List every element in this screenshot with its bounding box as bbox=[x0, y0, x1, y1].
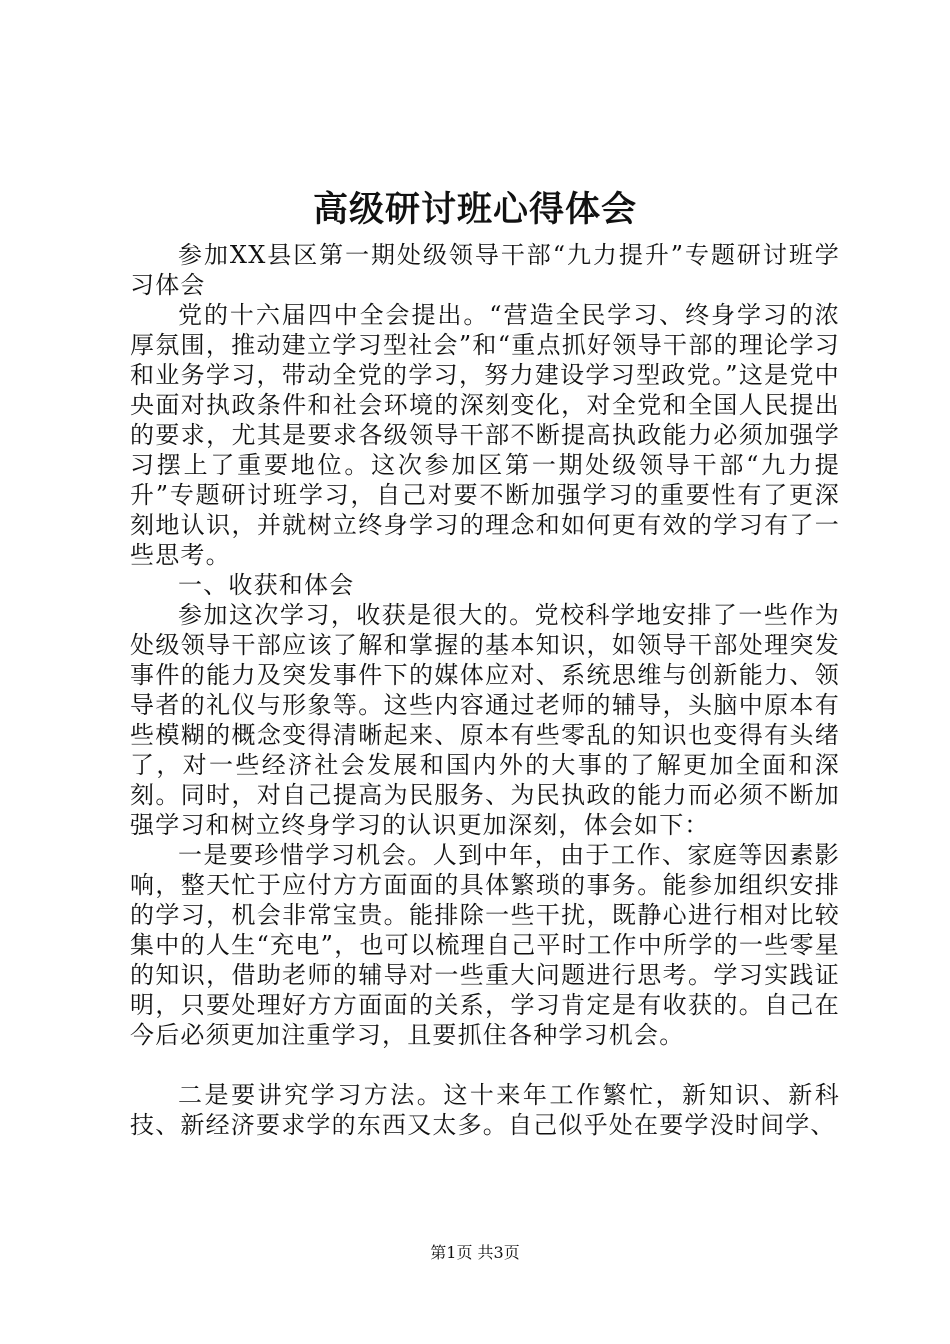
section-heading: 一、收获和体会 bbox=[178, 571, 355, 599]
page-footer: 第1页 共3页 bbox=[430, 1243, 520, 1262]
document-title: 高级研讨班心得体会 bbox=[312, 189, 637, 230]
paragraph-point-one: 一是要珍惜学习机会。人到中年，由于工作、家庭等因素影响，整天忙于应付方方面面的具体繁琐的事务。能参加组织安排的学习，机会非常宝贵。能排除一些干扰，既静心进行相对比较集中的人生“充电”，也可以梳理自己平时工作中所学的一些零星的知识，借助老师的辅导对一些重大问题进行思考。学习实践证明，只要处理好方方面面的关系，学习肯定是有收获的。自己在今后必须更加注重学习，且要抓住各种学习机会。 bbox=[130, 841, 840, 1049]
paragraph-gains: 参加这次学习，收获是很大的。党校科学地安排了一些作为处级领导干部应该了解和掌握的基本知识，如领导干部处理突发事件的能力及突发事件下的媒体应对、系统思维与创新能力、领导者的礼仪与形象等。这些内容通过老师的辅导，头脑中原本有些模糊的概念变得清晰起来、原本有些零乱的知识也变得有头绪了，对一些经济社会发展和国内外的大事的了解更加全面和深刻。同时，对自己提高为民服务、为民执政的能力而必须不断加强学习和树立终身学习的认识更加深刻，体会如下： bbox=[130, 601, 840, 839]
document-body bbox=[130, 240, 840, 1140]
paragraph-subtitle: 参加XX县区第一期处级领导干部“九力提升”专题研讨班学习体会 bbox=[130, 241, 840, 299]
paragraph-point-two: 二是要讲究学习方法。这十来年工作繁忙，新知识、新科技、新经济要求学的东西又太多。自己似乎处在要学没时间学、 bbox=[130, 1081, 840, 1139]
paragraph-intro: 党的十六届四中全会提出。“营造全民学习、终身学习的浓厚氛围，推动建立学习型社会”和“重点抓好领导干部的理论学习和业务学习，带动全党的学习，努力建设学习型政党。”这是党中央面对执政条件和社会环境的深刻变化，对全党和全国人民提出的要求，尤其是要求各级领导干部不断提高执政能力必须加强学习摆上了重要地位。这次参加区第一期处级领导干部“九力提升”专题研讨班学习，自己对要不断加强学习的重要性有了更深刻地认识，并就树立终身学习的理念和如何更有效的学习有了一些思考。 bbox=[130, 301, 840, 569]
